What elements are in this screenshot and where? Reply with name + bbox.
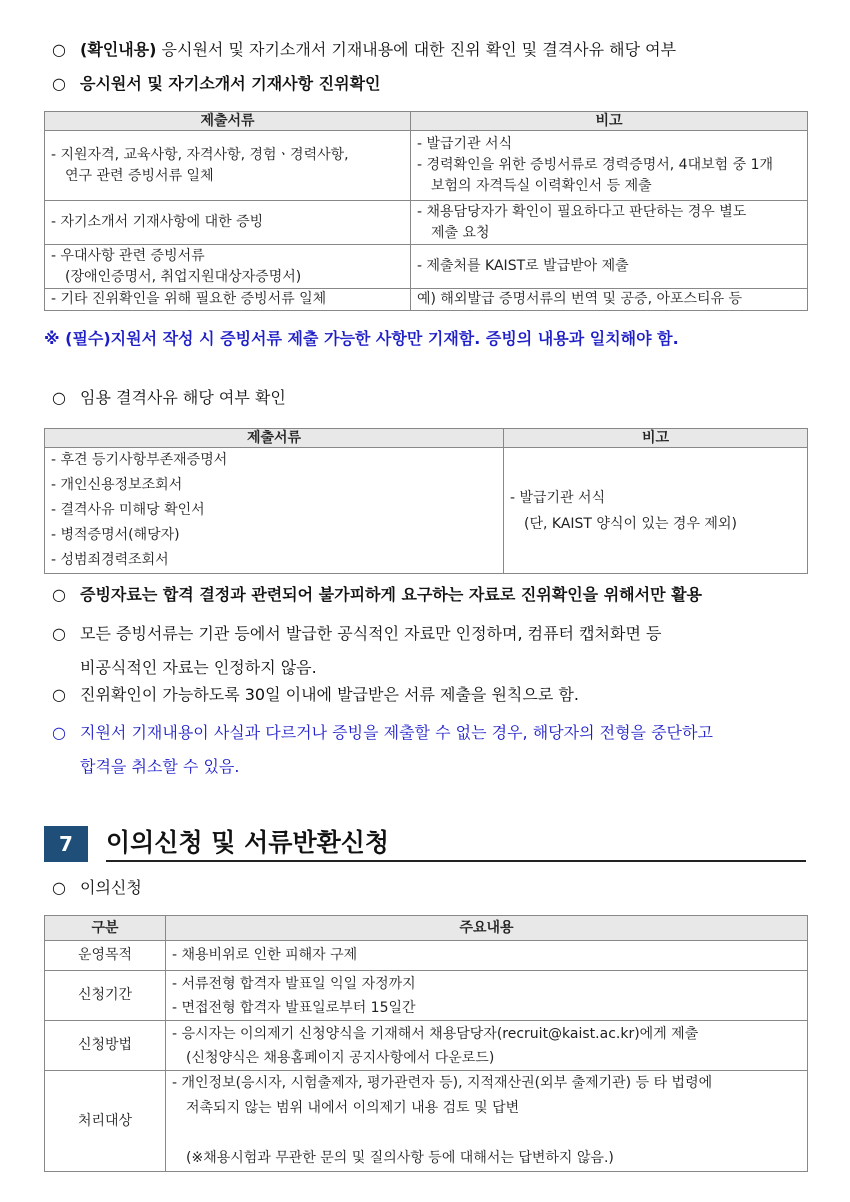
cell-line: 보험의 자격득실 이력확인서 등 제출 xyxy=(431,178,652,194)
cell-line: - 우대사항 관련 증빙서류 xyxy=(51,247,205,264)
required-notice: ※ (필수)지원서 작성 시 증빙서류 제출 가능한 사항만 기재함. 증빙의 내용과 일치해야 함. xyxy=(44,329,679,348)
table-row xyxy=(45,941,808,971)
bullet-text: 모든 증빙서류는 기관 등에서 발급한 공식적인 자료만 인정하며, 컴퓨터 캡처화면 등 xyxy=(80,624,662,643)
section-divider xyxy=(106,860,806,862)
cell-line: - 면접전형 합격자 발표일로부터 15일간 xyxy=(172,999,416,1016)
cell-line: - 응시자는 이의제기 신청양식을 기재해서 채용담당자(recruit@kaist.ac.kr)에게 제출 xyxy=(172,1025,699,1042)
bullet: ○ xyxy=(52,585,66,604)
cell-line: - 후견 등기사항부존재증명서 xyxy=(51,452,228,468)
sub-heading-disqualification xyxy=(52,386,286,410)
cell-line: - 지원자격, 교육사항, 자격사항, 경험ㆍ경력사항, xyxy=(51,146,349,163)
table-row xyxy=(45,245,808,289)
cell-line: (장애인증명서, 취업지원대상자증명서) xyxy=(65,268,302,285)
cell-line: 제출 요청 xyxy=(431,224,490,241)
bullet: ○ xyxy=(52,388,66,407)
bullet: ○ xyxy=(52,74,66,93)
bullet: ○ xyxy=(52,878,66,897)
cell-line: - 결격사유 미해당 확인서 xyxy=(51,502,205,518)
row-label: 운영목적 xyxy=(45,941,166,971)
table-cell xyxy=(166,971,808,1021)
bullet-item xyxy=(52,716,713,784)
bullet-text: 진위확인이 가능하도록 30일 이내에 발급받은 서류 제출을 원칙으로 함. xyxy=(80,685,579,704)
table-row xyxy=(45,201,808,245)
bullet-item xyxy=(52,683,579,707)
table-cell xyxy=(45,289,411,311)
cell-line: - 서류전형 합격자 발표일 익일 자정까지 xyxy=(172,975,416,992)
verification-table xyxy=(44,111,808,311)
cell-line: - 채용비위로 인한 피해자 구제 xyxy=(172,947,358,963)
intro-bold: (확인내용) xyxy=(80,40,157,59)
table-row xyxy=(45,131,808,201)
table-cell xyxy=(45,448,504,574)
table-cell xyxy=(45,131,411,201)
section-number: 7 xyxy=(44,826,88,862)
intro-text: 응시원서 및 자기소개서 기재내용에 대한 진위 확인 및 결격사유 해당 여부 xyxy=(156,40,677,59)
row-label: 처리대상 xyxy=(45,1071,166,1172)
table-cell xyxy=(45,245,411,289)
bullet: ○ xyxy=(52,624,66,643)
table-row xyxy=(45,971,808,1021)
bullet: ○ xyxy=(52,40,66,59)
intro-line-1 xyxy=(52,38,676,62)
cell-line: - 성범죄경력조회서 xyxy=(51,552,169,568)
disqualification-table xyxy=(44,428,808,574)
intro-line-2 xyxy=(52,72,381,96)
cell-line: - 병적증명서(해당자) xyxy=(51,527,180,543)
table-cell xyxy=(411,245,808,289)
bullet-item xyxy=(52,583,702,607)
sub-heading-objection xyxy=(52,876,142,900)
table-header: 비고 xyxy=(504,429,808,448)
table-header: 구분 xyxy=(45,916,166,941)
bullet-text: 비공식적인 자료는 인정하지 않음. xyxy=(80,658,317,677)
table-row xyxy=(45,1071,808,1172)
cell-line: - 발급기관 서식 xyxy=(510,489,606,506)
cell-line: (※채용시험과 무관한 문의 및 질의사항 등에 대해서는 답변하지 않음.) xyxy=(186,1150,614,1166)
table-cell xyxy=(166,1021,808,1071)
table-row xyxy=(45,448,808,574)
cell-line: (신청양식은 채용홈페이지 공지사항에서 다운로드) xyxy=(186,1049,495,1066)
bullet-text: 증빙자료는 합격 결정과 관련되어 불가피하게 요구하는 자료로 진위확인을 위해서만 활용 xyxy=(80,585,703,604)
table-header: 주요내용 xyxy=(166,916,808,941)
sub-heading-text: 임용 결격사유 해당 여부 확인 xyxy=(80,388,286,407)
section-title: 이의신청 및 서류반환신청 xyxy=(106,828,390,857)
bullet-text: 지원서 기재내용이 사실과 다르거나 증빙을 제출할 수 없는 경우, 해당자의 전형을 중단하고 xyxy=(80,723,713,742)
intro-heading: 응시원서 및 자기소개서 기재사항 진위확인 xyxy=(80,74,381,93)
cell-line: - 기타 진위확인을 위해 필요한 증빙서류 일체 xyxy=(51,291,327,307)
cell-line: (단, KAIST 양식이 있는 경우 제외) xyxy=(524,515,737,532)
table-cell xyxy=(411,131,808,201)
row-label: 신청방법 xyxy=(45,1021,166,1071)
table-cell xyxy=(166,941,808,971)
bullet: ○ xyxy=(52,723,66,742)
table-row xyxy=(45,1021,808,1071)
cell-line: - 발급기관 서식 xyxy=(417,136,513,152)
table-header: 비고 xyxy=(411,112,808,131)
bullet-text: 합격을 취소할 수 있음. xyxy=(80,757,240,776)
cell-line: 예) 해외발급 증명서류의 번역 및 공증, 아포스티유 등 xyxy=(417,291,743,307)
cell-line: 저촉되지 않는 범위 내에서 이의제기 내용 검토 및 답변 xyxy=(186,1100,520,1116)
sub-heading-text: 이의신청 xyxy=(80,878,142,897)
table-cell xyxy=(45,201,411,245)
cell-line: - 경력확인을 위한 증빙서류로 경력증명서, 4대보험 중 1개 xyxy=(417,157,773,173)
table-row xyxy=(45,289,808,311)
bullet: ○ xyxy=(52,685,66,704)
table-header: 제출서류 xyxy=(45,429,504,448)
bullet-item xyxy=(52,617,661,685)
cell-line: - 제출처를 KAIST로 발급받아 제출 xyxy=(417,258,629,274)
table-cell xyxy=(166,1071,808,1172)
objection-table xyxy=(44,915,808,1172)
table-cell xyxy=(504,448,808,574)
cell-line: - 개인정보(응시자, 시험출제자, 평가관련자 등), 지적재산권(외부 출제기관) 등 타 법령에 xyxy=(172,1075,713,1091)
cell-line: - 채용담당자가 확인이 필요하다고 판단하는 경우 별도 xyxy=(417,203,747,220)
cell-line: - 자기소개서 기재사항에 대한 증빙 xyxy=(51,214,264,230)
cell-line: 연구 관련 증빙서류 일체 xyxy=(65,167,214,184)
table-header: 제출서류 xyxy=(45,112,411,131)
table-cell xyxy=(411,201,808,245)
table-cell xyxy=(411,289,808,311)
row-label: 신청기간 xyxy=(45,971,166,1021)
cell-line: - 개인신용정보조회서 xyxy=(51,477,183,493)
